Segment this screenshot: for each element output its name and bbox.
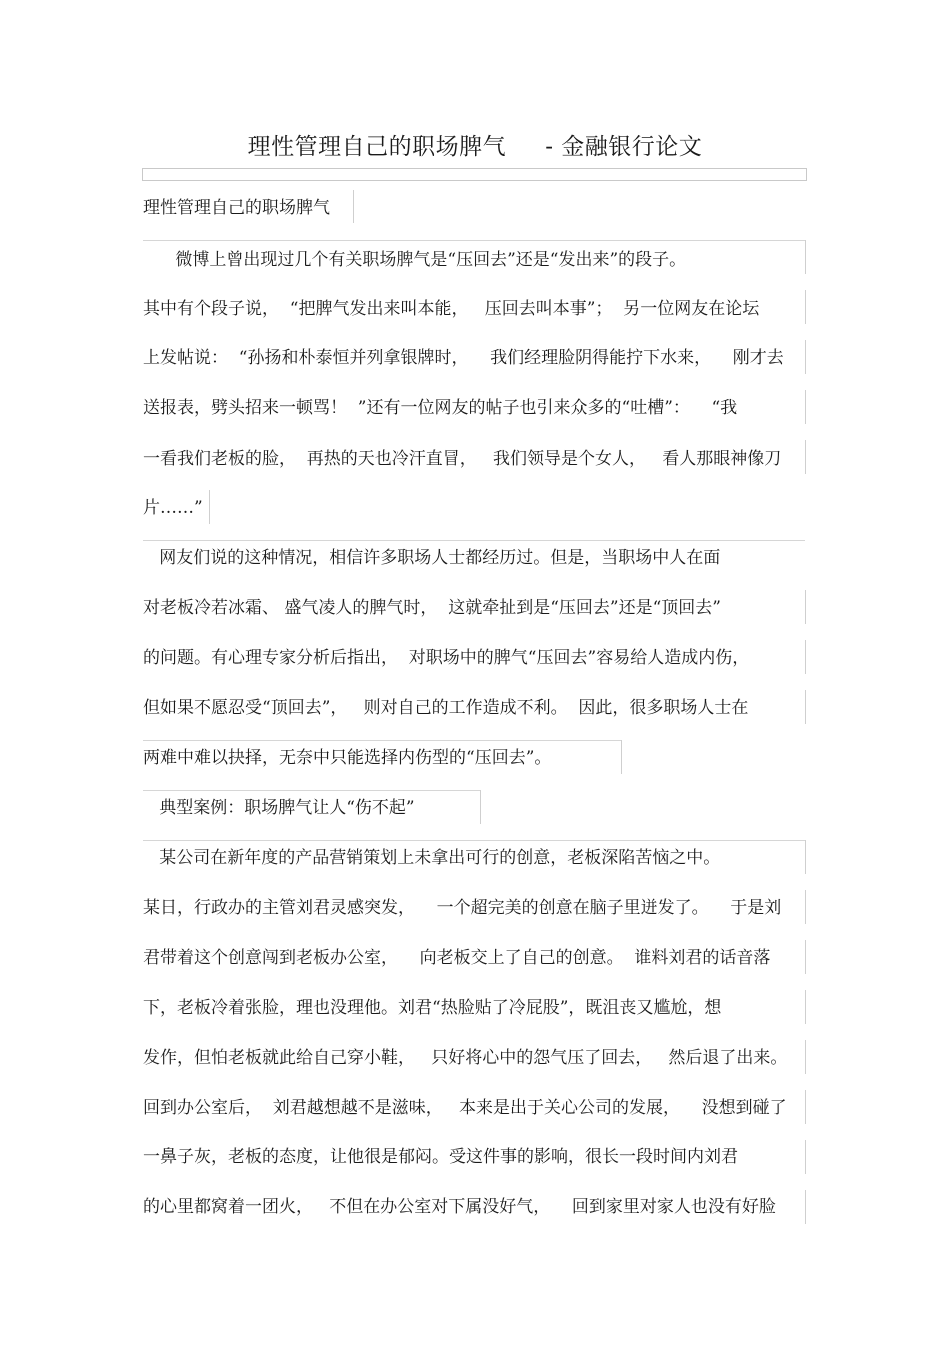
text-box-edge bbox=[805, 1140, 806, 1174]
text-box-edge bbox=[805, 340, 806, 374]
text-box-edge bbox=[805, 240, 806, 274]
text-box-edge bbox=[143, 540, 805, 541]
text-box-edge bbox=[805, 1190, 806, 1224]
text-box-edge bbox=[209, 490, 210, 524]
text-box-edge bbox=[805, 1090, 806, 1124]
paragraph-line: 上发帖说： “孙扬和朴泰恒并列拿银牌时， 我们经理脸阴得能拧下水来， 刚才去 bbox=[143, 348, 784, 368]
paragraph-line: 送报表，劈头招来一顿骂！ ”还有一位网友的帖子也引来众多的“吐槽”： “我 bbox=[143, 398, 738, 418]
paragraph-line: 其中有个段子说， “把脾气发出来叫本能， 压回去叫本事”； 另一位网友在论坛 bbox=[143, 299, 760, 319]
document-title: 理性管理自己的职场脾气 - 金融银行论文 bbox=[247, 134, 703, 160]
text-box-edge bbox=[805, 940, 806, 974]
paragraph-line: 一鼻子灰，老板的态度，让他很是郁闷。受这件事的影响，很长一段时间内刘君 bbox=[143, 1147, 738, 1167]
text-box-edge bbox=[805, 690, 806, 724]
paragraph-line: 发作，但怕老板就此给自己穿小鞋， 只好将心中的怨气压了回去， 然后退了出来。 bbox=[143, 1048, 788, 1068]
text-box-edge bbox=[805, 990, 806, 1024]
text-box-edge bbox=[805, 590, 806, 624]
text-box-edge bbox=[805, 1040, 806, 1074]
text-box-edge bbox=[805, 640, 806, 674]
text-box-edge bbox=[805, 290, 806, 324]
paragraph-line: 某公司在新年度的产品营销策划上未拿出可行的创意，老板深陷苦恼之中。 bbox=[143, 848, 721, 868]
text-box-edge bbox=[143, 240, 805, 241]
text-box-edge bbox=[805, 890, 806, 924]
text-box-edge bbox=[805, 440, 806, 474]
text-box-edge bbox=[621, 740, 622, 774]
paragraph-line: 某日，行政办的主管刘君灵感突发， 一个超完美的创意在脑子里迸发了。 于是刘 bbox=[143, 898, 782, 918]
paragraph-line: 但如果不愿忍受“顶回去”， 则对自己的工作造成不利。 因此，很多职场人士在 bbox=[143, 698, 749, 718]
text-box-edge bbox=[805, 390, 806, 424]
paragraph-line: 片……” bbox=[143, 498, 203, 518]
section-heading: 典型案例：职场脾气让人“伤不起” bbox=[143, 798, 415, 818]
paragraph-line: 下，老板冷着张脸，理也没理他。刘君“热脸贴了冷屁股”，既沮丧又尴尬，想 bbox=[143, 998, 722, 1018]
paragraph-line: 两难中难以抉择，无奈中只能选择内伤型的“压回去”。 bbox=[143, 748, 552, 768]
paragraph-line: 君带着这个创意闯到老板办公室， 向老板交上了自己的创意。 谁料刘君的话音落 bbox=[143, 948, 771, 968]
paragraph-line: 微博上曾出现过几个有关职场脾气是“压回去”还是“发出来”的段子。 bbox=[143, 250, 687, 270]
text-box-edge bbox=[143, 740, 621, 741]
paragraph-line: 一看我们老板的脸， 再热的天也冷汗直冒， 我们领导是个女人， 看人那眼神像刀 bbox=[143, 449, 782, 469]
paragraph-line: 的问题。有心理专家分析后指出， 对职场中的脾气“压回去”容易给人造成内伤， bbox=[143, 648, 750, 668]
text-box-edge bbox=[353, 190, 354, 223]
text-box-edge bbox=[143, 790, 480, 791]
text-box-edge bbox=[480, 790, 481, 824]
paragraph-line: 对老板冷若冰霜、 盛气凌人的脾气时， 这就牵扯到是“压回去”还是“顶回去” bbox=[143, 598, 721, 618]
text-box-edge bbox=[805, 840, 806, 874]
paragraph-line: 网友们说的这种情况，相信许多职场人士都经历过。但是，当职场中人在面 bbox=[143, 548, 721, 568]
text-box-edge bbox=[143, 840, 805, 841]
paragraph-line: 回到办公室后， 刘君越想越不是滋味， 本来是出于关心公司的发展， 没想到碰了 bbox=[143, 1098, 787, 1118]
paragraph-line: 的心里都窝着一团火， 不但在办公室对下属没好气， 回到家里对家人也没有好脸 bbox=[143, 1197, 776, 1217]
document-subtitle: 理性管理自己的职场脾气 bbox=[143, 198, 330, 218]
title-divider bbox=[142, 168, 807, 181]
